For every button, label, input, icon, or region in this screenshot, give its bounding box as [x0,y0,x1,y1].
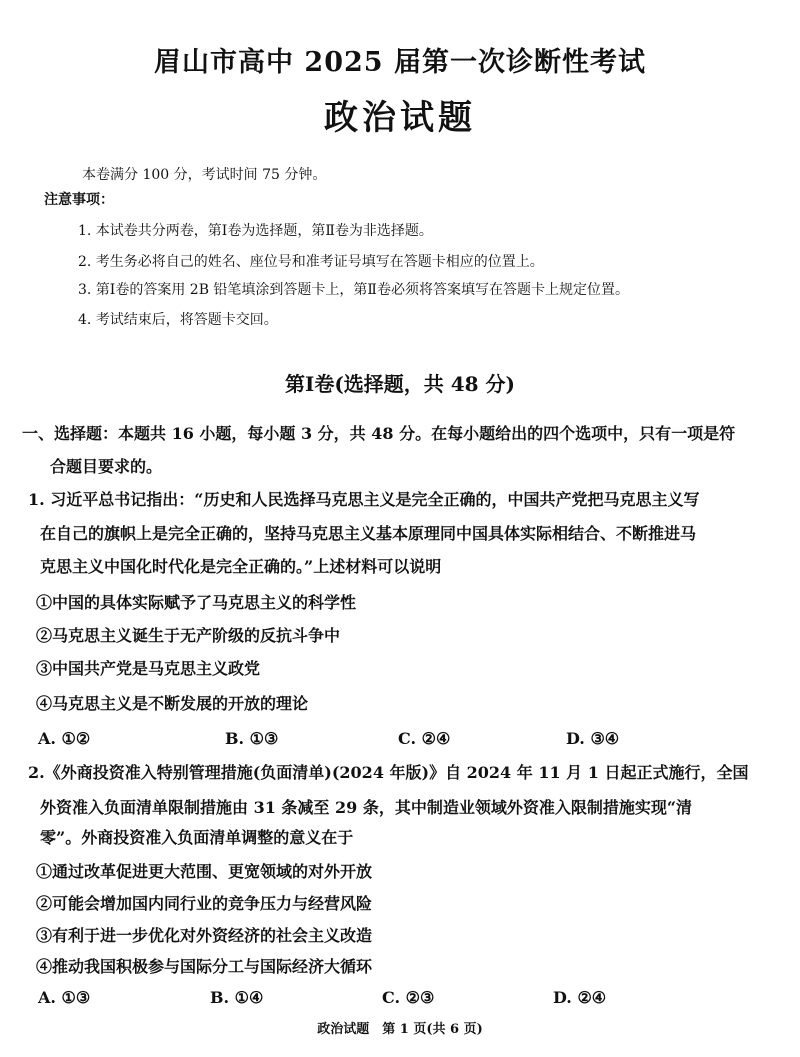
question-stem: 克思主义中国化时代化是完全正确的。”上述材料可以说明 [40,557,442,576]
note-item: 2. 考生务必将自己的姓名、座位号和准考证号填写在答题卡相应的位置上。 [78,254,544,270]
question-statement: ③中国共产党是马克思主义政党 [36,659,261,678]
page-footer: 政治试题 第 1 页(共 6 页) [317,1022,483,1037]
answer-option-c: C. ②④ [398,729,451,748]
question-statement: ①中国的具体实际赋予了马克思主义的科学性 [36,593,357,612]
answer-option-b: B. ①③ [225,729,279,748]
answer-option-c: C. ②③ [382,988,435,1007]
answer-option-d: D. ②④ [553,988,607,1007]
question-statement: ④马克思主义是不断发展的开放的理论 [36,694,309,713]
note-item: 4. 考试结束后，将答题卡交回。 [78,312,278,328]
note-item: 1. 本试卷共分两卷，第Ⅰ卷为选择题，第Ⅱ卷为非选择题。 [78,223,433,239]
question-statement: ④推动我国积极参与国际分工与国际经济大循环 [36,957,373,976]
question-stem: 外资准入负面清单限制措施由 31 条减至 29 条，其中制造业领域外资准入限制措施实现“清 [40,798,693,817]
subject-title: 政治试题 [324,98,476,138]
section-instruction: 一、选择题：本题共 16 小题，每小题 3 分，共 48 分。在每小题给出的四个选项中，只有一项是符 [22,424,736,443]
question-stem: 2.《外商投资准入特别管理措施(负面清单)(2024 年版)》自 2024 年 11 月 1 日起正式施行，全国 [28,763,749,782]
question-stem: 1. 习近平总书记指出：“历史和人民选择马克思主义是完全正确的，中国共产党把马克思主义写 [28,490,700,509]
answer-option-a: A. ①③ [38,988,91,1007]
note-item: 3. 第Ⅰ卷的答案用 2B 铅笔填涂到答题卡上，第Ⅱ卷必须将答案填写在答题卡上规定位置。 [78,282,629,298]
section-title: 第Ⅰ卷(选择题，共 48 分) [284,372,516,396]
question-stem: 零”。外商投资准入负面清单调整的意义在于 [40,828,354,847]
answer-option-a: A. ①② [38,729,91,748]
question-statement: ③有利于进一步优化对外资经济的社会主义改造 [36,926,373,945]
answer-option-b: B. ①④ [210,988,264,1007]
notes-heading: 注意事项： [44,192,114,208]
question-statement: ①通过改革促进更大范围、更宽领域的对外开放 [36,862,373,881]
question-stem: 在自己的旗帜上是完全正确的，坚持马克思主义基本原理同中国具体实际相结合、不断推进马 [40,524,697,543]
question-statement: ②马克思主义诞生于无产阶级的反抗斗争中 [36,626,341,645]
answer-option-d: D. ③④ [566,729,620,748]
exam-intro: 本卷满分 100 分，考试时间 75 分钟。 [82,167,327,183]
question-statement: ②可能会增加国内同行业的竞争压力与经营风险 [36,894,373,913]
section-instruction: 合题目要求的。 [50,457,163,476]
exam-title: 眉山市高中 2025 届第一次诊断性考试 [154,47,646,78]
